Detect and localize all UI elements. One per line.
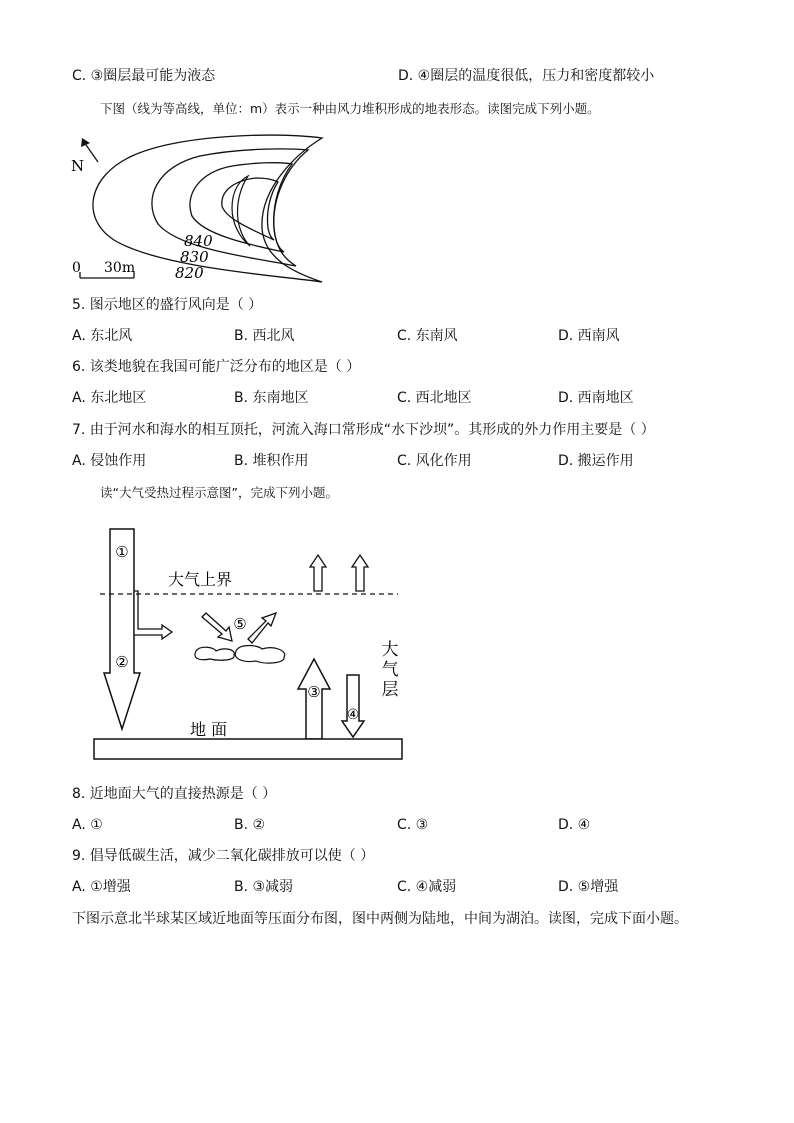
option-q9-b: B. ③减弱 [234, 879, 294, 895]
option-q7-b: B. 堆积作用 [234, 453, 309, 469]
option-q7-a: A. 侵蚀作用 [72, 453, 147, 469]
contour-label-840: 840 [184, 232, 213, 250]
option-q8-a: A. ① [72, 817, 103, 833]
label-top-boundary: 大气上界 [168, 570, 233, 589]
contour-label-830: 830 [180, 248, 209, 266]
contour-label-820: 820 [175, 264, 204, 282]
scale-zero: 0 [72, 260, 81, 276]
ground-bar [94, 739, 402, 759]
label-atmosphere-2: 气 [381, 660, 399, 680]
intro-dune-map: 下图（线为等高线，单位：m）表示一种由风力堆积形成的地表形态。读图完成下列小题。 [100, 101, 600, 116]
label-atmosphere-1: 大 [381, 640, 399, 660]
label-3: ③ [307, 683, 321, 701]
cloud-reflect-arrow [248, 613, 276, 643]
question-8: 8. 近地面大气的直接热源是（ ） [72, 786, 277, 802]
label-atmosphere-3: 层 [381, 680, 399, 700]
escape-arrow-right [352, 555, 368, 591]
option-q6-a: A. 东北地区 [72, 390, 147, 406]
option-q6-b: B. 东南地区 [234, 390, 309, 406]
north-label: N [71, 157, 85, 175]
label-2: ② [115, 653, 129, 671]
option-q5-b: B. 西北风 [234, 328, 295, 344]
intro-heating-diagram: 读“大气受热过程示意图”，完成下列小题。 [100, 485, 338, 500]
option-q4-d: D. ④圈层的温度很低，压力和密度都较小 [398, 68, 655, 84]
contour-inner-b [232, 176, 250, 246]
label-4: ④ [346, 707, 360, 723]
contour-inner-a [222, 178, 278, 240]
option-q8-c: C. ③ [397, 817, 429, 833]
intro-isobar: 下图示意北半球某区域近地面等压面分布图，图中两侧为陆地，中间为湖泊。读图，完成下面小题。 [72, 911, 688, 927]
question-9: 9. 倡导低碳生活，减少二氧化碳排放可以使（ ） [72, 848, 375, 864]
option-q9-a: A. ①增强 [72, 879, 131, 895]
option-q7-d: D. 搬运作用 [558, 453, 634, 469]
option-q5-c: C. 东南风 [397, 328, 458, 344]
option-q8-d: D. ④ [558, 817, 591, 833]
scale-label: 30m [104, 260, 136, 276]
question-5: 5. 图示地区的盛行风向是（ ） [72, 297, 263, 313]
cloud-incoming-arrow [202, 613, 232, 641]
option-q5-d: D. 西南风 [558, 328, 620, 344]
option-q7-c: C. 风化作用 [397, 453, 472, 469]
question-7: 7. 由于河水和海水的相互顶托，河流入海口常形成“水下沙坝”。其形成的外力作用主要是（ ） [72, 422, 655, 438]
counter-radiation-arrow [342, 675, 364, 737]
option-q5-a: A. 东北风 [72, 328, 133, 344]
option-q6-c: C. 西北地区 [397, 390, 472, 406]
label-5: ⑤ [233, 615, 247, 633]
reflection-side-arrow [134, 591, 172, 639]
question-6: 6. 该类地貌在我国可能广泛分布的地区是（ ） [72, 359, 361, 375]
dune-contour-map [60, 128, 350, 288]
cloud-left [195, 647, 234, 660]
escape-arrow-left [310, 555, 326, 591]
option-q9-c: C. ④减弱 [397, 879, 457, 895]
label-1: ① [115, 543, 129, 561]
option-q9-d: D. ⑤增强 [558, 879, 619, 895]
option-q8-b: B. ② [234, 817, 266, 833]
north-arrow-shaft [84, 142, 98, 162]
label-ground: 地 面 [190, 720, 228, 739]
atmosphere-heating-diagram [90, 525, 410, 765]
option-q6-d: D. 西南地区 [558, 390, 634, 406]
option-q4-c: C. ③圈层最可能为液态 [72, 68, 216, 84]
cloud-right [235, 646, 284, 664]
north-arrow-head [81, 138, 90, 147]
